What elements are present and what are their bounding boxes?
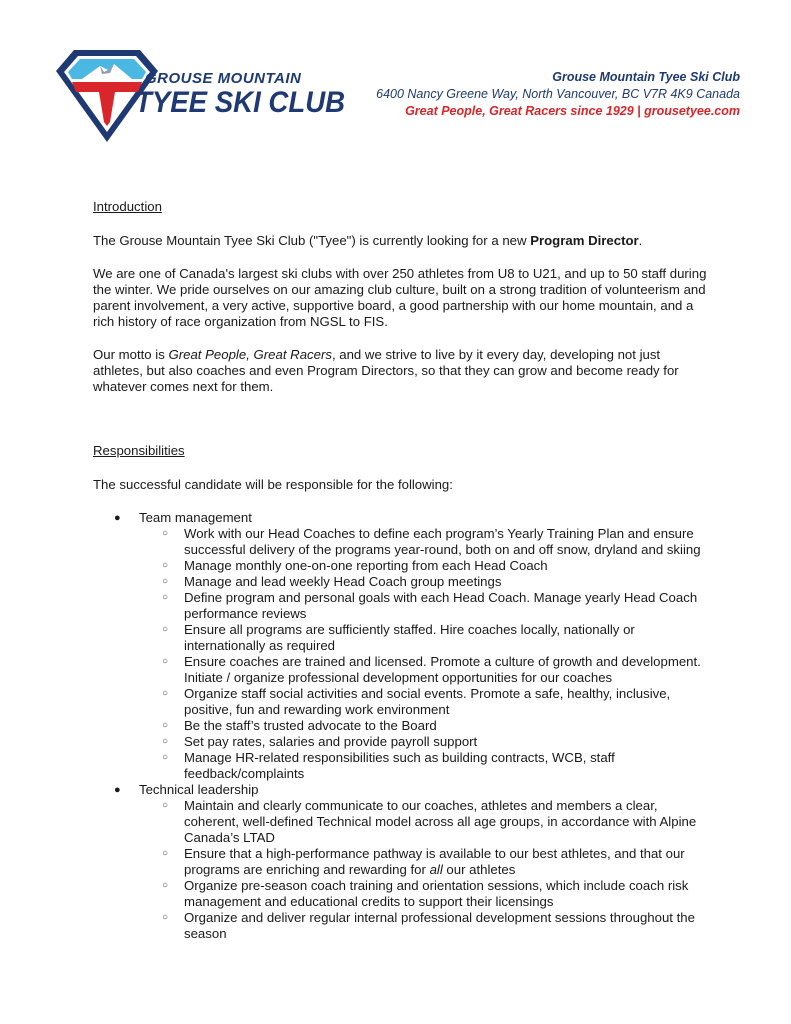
circle-bullet-icon: ○ [162, 752, 169, 763]
sub-list [139, 798, 713, 942]
responsibilities-intro: The successful candidate will be responsible for the following: [93, 477, 453, 492]
motto: Great People, Great Racers [168, 347, 332, 362]
contact-block [376, 69, 740, 120]
item-text: Maintain and clearly communicate to our coaches, athletes and members a clear, coherent, well-defined Technical model across all age groups, in accordance with Alpine Canada’s LTAD [184, 798, 697, 845]
list-item [139, 718, 713, 734]
list-item [139, 622, 713, 654]
item-text: Manage HR-related responsibilities such as building contracts, WCB, staff feedback/complaints [184, 750, 615, 781]
club-name: Grouse Mountain Tyee Ski Club [552, 70, 740, 84]
item-text: Be the staff’s trusted advocate to the Board [184, 718, 437, 733]
circle-bullet-icon: ○ [162, 912, 169, 923]
item-text: Manage monthly one-on-one reporting from each Head Coach [184, 558, 548, 573]
circle-bullet-icon: ○ [162, 576, 169, 587]
circle-bullet-icon: ○ [162, 848, 169, 859]
circle-bullet-icon: ○ [162, 592, 169, 603]
list-item [139, 558, 713, 574]
position-title: Program Director [530, 233, 639, 248]
list-item-team-management [92, 510, 713, 782]
circle-bullet-icon: ○ [162, 528, 169, 539]
club-wordmark [135, 70, 363, 118]
list-item [139, 526, 713, 558]
club-tagline: Great People, Great Racers since 1929 | grousetyee.com [405, 104, 740, 118]
bullet-icon: ● [114, 512, 121, 524]
letterhead [0, 0, 791, 150]
emphasis: all [429, 862, 443, 877]
circle-bullet-icon: ○ [162, 800, 169, 811]
bullet-icon: ● [114, 784, 121, 796]
circle-bullet-icon: ○ [162, 736, 169, 747]
list-item [139, 750, 713, 782]
intro-paragraph-1 [93, 233, 713, 249]
text: Our motto is [93, 347, 169, 362]
list-item [139, 846, 713, 878]
intro-paragraph-3 [93, 347, 713, 395]
group-title: Team management [139, 510, 252, 525]
circle-bullet-icon: ○ [162, 624, 169, 635]
list-item [139, 910, 713, 942]
list-item [139, 654, 713, 686]
item-text: our athletes [442, 862, 516, 877]
introduction-heading: Introduction [93, 199, 162, 214]
document-body [93, 199, 713, 942]
item-text: Ensure coaches are trained and licensed. Promote a culture of growth and development. Initiate / organize professional development opportunities for our coaches [184, 654, 701, 685]
circle-bullet-icon: ○ [162, 880, 169, 891]
circle-bullet-icon: ○ [162, 656, 169, 667]
circle-bullet-icon: ○ [162, 720, 169, 731]
responsibilities-heading: Responsibilities [93, 443, 185, 458]
list-item-technical-leadership [92, 782, 713, 942]
item-text: Work with our Head Coaches to define each program’s Yearly Training Plan and ensure successful delivery of the programs year-round, both on and off snow, dryland and skiing [184, 526, 701, 557]
item-text: Set pay rates, salaries and provide payroll support [184, 734, 478, 749]
group-title: Technical leadership [139, 782, 259, 797]
circle-bullet-icon: ○ [162, 560, 169, 571]
item-text: Organize pre-season coach training and orientation sessions, which include coach risk management and educational credits to support their licensings [184, 878, 689, 909]
list-item [139, 878, 713, 910]
text: , and we strive to live by it every day, developing not just athletes, but also coaches and even Program Directors, so that they can grow and become ready for whatever comes next for them. [93, 347, 679, 394]
club-address: 6400 Nancy Greene Way, North Vancouver, BC V7R 4K9 Canada [376, 87, 740, 101]
list-item [139, 798, 713, 846]
item-text: Ensure that a high-performance pathway is available to our best athletes, and that our programs are enriching and rewarding for [184, 846, 685, 877]
list-item [139, 590, 713, 622]
item-text: Manage and lead weekly Head Coach group meetings [184, 574, 502, 589]
intro-paragraph-2: We are one of Canada's largest ski clubs with over 250 athletes from U8 to U21, and up to 50 staff during the winter. We pride ourselves on our amazing club culture, built on a strong tradition of volunteerism and parent involvement, a very active, supportive board, a good partnership with our home mountain, and a rich history of race organization from NGSL to FIS. [93, 266, 707, 329]
list-item [139, 574, 713, 590]
item-text: Define program and personal goals with each Head Coach. Manage yearly Head Coach performance reviews [184, 590, 698, 621]
item-text: Organize and deliver regular internal professional development sessions throughout the season [184, 910, 695, 941]
wordmark-line2: TYEE SKI CLUB [135, 86, 346, 119]
list-item [139, 686, 713, 718]
sub-list [139, 526, 713, 782]
item-text: Ensure all programs are sufficiently staffed. Hire coaches locally, nationally or internationally as required [184, 622, 635, 653]
list-item [139, 734, 713, 750]
responsibilities-list [92, 510, 713, 942]
circle-bullet-icon: ○ [162, 688, 169, 699]
text: The Grouse Mountain Tyee Ski Club ("Tyee") is currently looking for a new [93, 233, 531, 248]
item-text: Organize staff social activities and social events. Promote a safe, healthy, inclusive, positive, fun and rewarding work environment [184, 686, 671, 717]
wordmark-line1: GROUSE MOUNTAIN [145, 70, 302, 87]
text: . [638, 233, 643, 248]
